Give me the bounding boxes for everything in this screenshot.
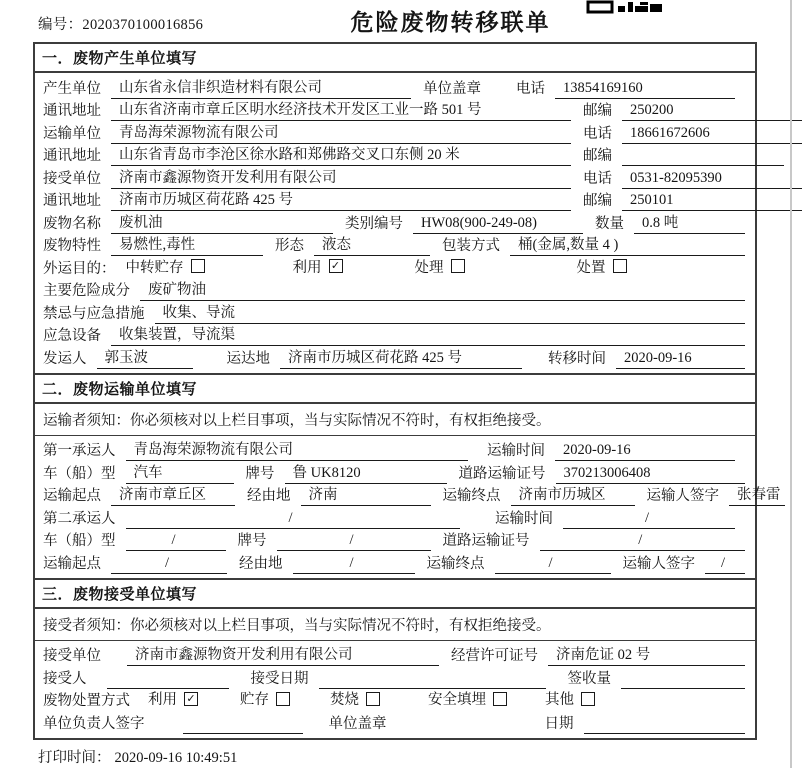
form-row (43, 189, 747, 212)
purpose-treatment-label: 处理 (414, 259, 444, 276)
waste-characteristics: 易燃性,毒性 (111, 233, 263, 256)
hazard-component: 废矿物油 (140, 278, 745, 301)
field-label: 运输起点 (43, 555, 101, 572)
field-label: 形态 (275, 238, 304, 254)
receiving-unit-name: 济南市鑫源物资开发利用有限公司 (127, 643, 439, 666)
disposal-recycle-label: 利用 (148, 692, 177, 708)
form-row (43, 279, 747, 302)
field-label: 应急设备 (43, 328, 101, 344)
transporter-name: 青岛海荣源物流有限公司 (111, 121, 571, 144)
route1-via: 济南 (301, 483, 431, 506)
disposal-landfill-checkbox[interactable] (493, 692, 507, 706)
section-generator (35, 44, 755, 373)
section-title-generator: 一．废物产生单位填写 (35, 44, 755, 73)
form-row (43, 529, 747, 552)
field-label: 运输人签字 (622, 555, 695, 572)
disposal-storage-checkbox[interactable] (276, 692, 290, 706)
field-label: 产生单位 (43, 80, 101, 97)
form-row (43, 166, 747, 189)
field-label: 运输终点 (426, 555, 485, 572)
field-label: 车（船）型 (43, 465, 116, 482)
field-label: 经营许可证号 (451, 648, 538, 664)
serial-number: 编号：2020370100016856 (38, 17, 204, 33)
route1-origin: 济南市章丘区 (111, 483, 235, 506)
responsible-signature (183, 732, 303, 734)
field-label: 禁忌与应急措施 (43, 305, 145, 322)
field-label: 车（船）型 (43, 533, 116, 549)
field-label: 包装方式 (442, 238, 500, 254)
producer-name: 山东省永信非织造材料有限公司 (111, 76, 411, 99)
purpose-treatment-checkbox[interactable] (451, 259, 465, 273)
packing-method: 桶(金属,数量 4 ) (510, 233, 745, 256)
purpose-recycle-item (293, 256, 343, 279)
waste-name: 废机油 (111, 211, 333, 234)
field-label: 运达地 (226, 350, 270, 367)
field-label: 运输时间 (495, 510, 553, 527)
delivery-place: 济南市历城区荷花路 425 号 (280, 346, 522, 369)
receiver-seal-label: 单位盖章 (328, 715, 387, 732)
transfer-manifest-form (33, 42, 781, 740)
page-title: 危险废物转移联单 (350, 10, 551, 35)
form-row (43, 346, 747, 369)
section-notice-transporter: 运输者须知：你必须核对以上栏目事项，当与实际情况不符时，有权拒绝接受。 (35, 404, 755, 436)
field-label: 邮编 (583, 103, 612, 119)
producer-seal-label: 单位盖章 (423, 80, 481, 97)
route2-transporter-signature: / (705, 555, 745, 574)
purpose-treatment-item (415, 256, 465, 279)
field-label: 转移时间 (548, 350, 606, 367)
field-label: 通讯地址 (43, 193, 101, 209)
section-body-generator (35, 73, 755, 373)
form-row (43, 301, 747, 324)
waste-quantity: 0.8 吨 (634, 211, 745, 234)
section-title-receiver: 三．废物接受单位填写 (35, 580, 755, 609)
section-transporter (35, 373, 781, 578)
page-header (0, 0, 796, 42)
form-row (43, 324, 747, 347)
field-label: 邮编 (583, 148, 612, 164)
field-label: 废物处置方式 (43, 693, 130, 709)
field-label: 运输单位 (43, 125, 101, 142)
vehicle2-type: / (126, 532, 226, 551)
section-receiver (35, 578, 755, 738)
received-quantity (621, 687, 745, 689)
form-row (43, 256, 747, 279)
route2-origin: / (111, 555, 227, 574)
vehicle1-road-permit: 370213006408 (556, 465, 746, 484)
emergency-equipment: 收集装置，导流渠 (111, 323, 745, 346)
field-label: 主要危险成分 (43, 283, 130, 299)
field-label: 运输人签字 (646, 488, 719, 504)
disposal-incineration-checkbox[interactable] (366, 692, 380, 706)
form-row (43, 461, 747, 484)
field-label: 邮编 (583, 193, 612, 209)
producer-address: 山东省济南市章丘区明水经济技术开发区工业一路 501 号 (111, 98, 571, 121)
purpose-transfer-storage-checkbox[interactable] (191, 259, 205, 273)
carrier1-transport-date: 2020-09-16 (555, 442, 735, 461)
field-label: 运输时间 (487, 443, 545, 459)
purpose-disposal-checkbox[interactable] (613, 259, 627, 273)
disposal-other-label: 其他 (545, 692, 574, 708)
vehicle2-road-permit: / (540, 532, 746, 551)
transporter-address: 山东省青岛市李沧区徐水路和郑佛路交叉口东侧 20 米 (111, 143, 571, 166)
transporter-postcode (622, 164, 784, 166)
purpose-recycle-checkbox[interactable]: ✓ (329, 259, 343, 273)
section-body-transporter (35, 436, 781, 578)
field-label: 类别编号 (345, 215, 403, 232)
carrier1-name: 青岛海荣源物流有限公司 (126, 438, 468, 461)
route1-transporter-signature: 张春雷 (729, 483, 785, 506)
route1-destination: 济南市历城区 (511, 483, 635, 506)
disposal-landfill-label: 安全填埋 (428, 692, 486, 708)
disposal-recycle-item (148, 688, 198, 711)
field-label: 第二承运人 (43, 510, 116, 527)
field-label: 电话 (583, 125, 612, 142)
carrier2-name: / (126, 510, 460, 529)
field-label: 运输起点 (43, 488, 101, 504)
form-row (43, 484, 781, 507)
field-label: 经由地 (247, 488, 291, 504)
form-row (43, 121, 747, 144)
disposal-recycle-checkbox[interactable]: ✓ (184, 692, 198, 706)
disposal-landfill-item (428, 688, 507, 711)
form-row (43, 76, 747, 99)
form-row (43, 234, 747, 257)
transporter-phone: 18661672606 (622, 125, 802, 144)
page-edge-line (790, 0, 792, 768)
qr-code-fragment (588, 0, 662, 11)
receiver-license-no: 济南危证 02 号 (548, 643, 745, 666)
field-label: 第一承运人 (43, 443, 116, 459)
form-row (43, 666, 747, 689)
vehicle1-type: 汽车 (126, 461, 234, 484)
vehicle1-plate: 鲁 UK8120 (285, 461, 447, 484)
emergency-measures: 收集、导流 (155, 301, 746, 324)
form-row (43, 644, 747, 667)
field-label: 道路运输证号 (442, 533, 530, 549)
section-notice-receiver: 接受者须知：你必须核对以上栏目事项，当与实际情况不符时，有权拒绝接受。 (35, 609, 755, 641)
form-row (43, 99, 747, 122)
transfer-date: 2020-09-16 (616, 350, 745, 369)
print-time: 打印时间： 2020-09-16 10:49:51 (38, 749, 238, 766)
receipt-date (584, 732, 746, 734)
field-label: 电话 (583, 170, 612, 187)
field-label: 外运目的： (43, 260, 116, 277)
form-row (43, 211, 747, 234)
field-label: 运输终点 (442, 488, 501, 504)
section-title-transporter: 二．废物运输单位填写 (35, 375, 755, 404)
field-label: 接受日期 (250, 670, 309, 687)
field-label: 签收量 (567, 670, 611, 687)
field-label: 废物特性 (43, 238, 101, 254)
field-label: 数量 (595, 215, 624, 232)
form-row (43, 689, 747, 712)
disposal-storage-item (240, 688, 290, 711)
field-label: 电话 (516, 80, 545, 97)
field-label: 单位负责人签字 (43, 715, 145, 732)
route2-destination: / (495, 555, 611, 574)
waste-category-code: HW08(900-249-08) (413, 215, 583, 234)
field-label: 日期 (544, 715, 574, 732)
receiver-postcode: 250101 (622, 192, 802, 211)
disposal-storage-label: 贮存 (240, 692, 269, 708)
field-label: 经由地 (239, 555, 283, 572)
disposal-incineration-label: 焚烧 (330, 692, 359, 708)
purpose-disposal-item (577, 256, 627, 279)
form-row (43, 144, 747, 167)
disposal-other-checkbox[interactable] (581, 692, 595, 706)
field-label: 接受单位 (43, 170, 101, 187)
field-label: 废物名称 (43, 215, 101, 232)
purpose-transfer-storage-label: 中转贮存 (125, 259, 184, 276)
waste-form: 液态 (314, 233, 430, 256)
section-body-receiver (35, 641, 755, 738)
field-label: 道路运输证号 (458, 465, 546, 482)
field-label: 接受人 (43, 670, 87, 687)
receiver-address: 济南市历城区荷花路 425 号 (111, 188, 571, 211)
field-label: 牌号 (245, 465, 275, 482)
carrier2-transport-date: / (563, 510, 735, 529)
purpose-recycle-label: 利用 (292, 259, 322, 276)
producer-postcode: 250200 (622, 102, 802, 121)
field-label: 接受单位 (43, 648, 101, 664)
field-label: 牌号 (237, 533, 267, 549)
disposal-incineration-item (330, 688, 380, 711)
form-row (43, 551, 747, 574)
field-label: 通讯地址 (43, 148, 101, 164)
purpose-transfer-storage-item (126, 256, 205, 279)
form-row (43, 506, 747, 529)
vehicle2-plate: / (277, 532, 431, 551)
field-label: 发运人 (43, 350, 87, 367)
route2-via: / (293, 555, 415, 574)
producer-phone: 13854169160 (555, 80, 735, 99)
disposal-other-item (545, 688, 595, 711)
field-label: 通讯地址 (43, 103, 101, 119)
purpose-disposal-label: 处置 (576, 259, 606, 276)
form-row (43, 711, 747, 734)
receiver-phone: 0531-82095390 (622, 170, 802, 189)
form-row (43, 439, 747, 462)
receiver-name: 济南市鑫源物资开发利用有限公司 (111, 166, 571, 189)
consignor-name: 郭玉波 (97, 346, 193, 369)
